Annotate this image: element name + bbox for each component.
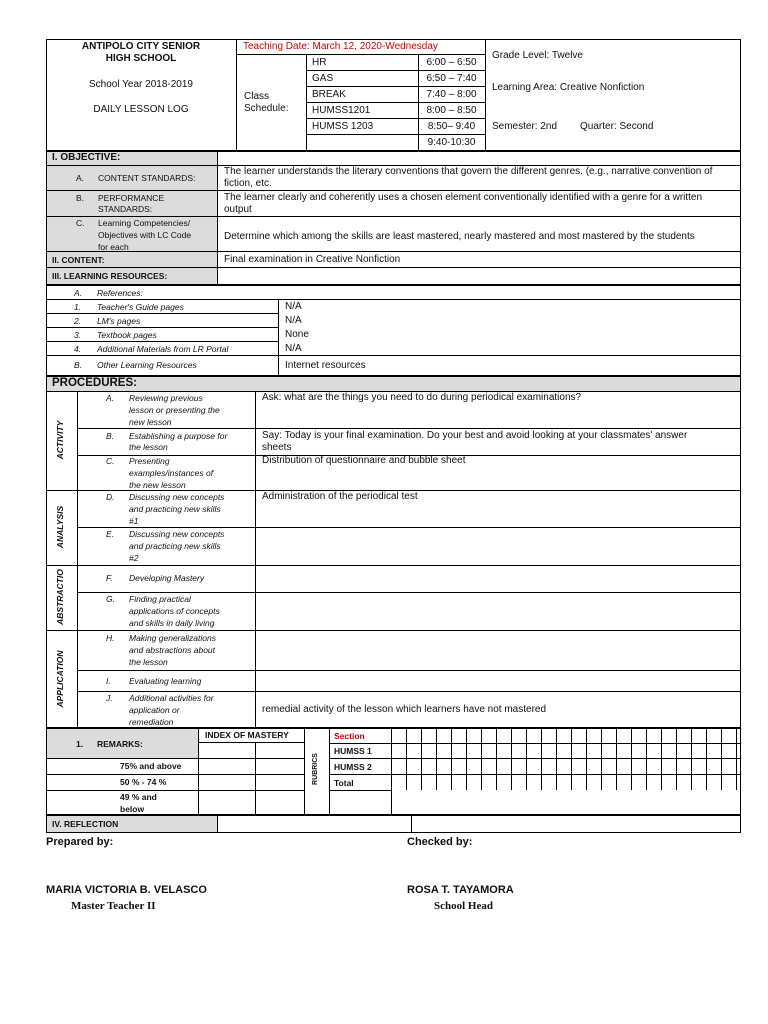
procedure-text-2: sheets (262, 442, 292, 453)
procedure-label: Establishing a purpose for (129, 431, 228, 441)
resource-value: N/A (285, 343, 302, 354)
procedure-label: Developing Mastery (129, 573, 205, 583)
grid-column-line (706, 728, 707, 790)
procedure-label: applications of concepts (129, 606, 220, 616)
competencies-label-3: for each (98, 242, 129, 252)
resource-value: N/A (285, 301, 302, 312)
schedule-time: 8:50– 9:40 (427, 121, 476, 132)
procedure-letter: F. (106, 573, 113, 583)
procedure-text: Ask: what are the things you need to do during periodical examinations? (262, 392, 582, 403)
resource-num: 2. (74, 316, 82, 326)
schedule-time: 6:50 – 7:40 (426, 73, 477, 84)
schedule-time: 7:40 – 8:00 (426, 89, 477, 100)
resources-heading: III. LEARNING RESOURCES: (52, 271, 168, 281)
school-year: School Year 2018-2019 (89, 79, 193, 90)
checker-name: ROSA T. TAYAMORA (407, 884, 514, 896)
procedure-letter: I. (106, 676, 111, 686)
resource-label: LM's pages (97, 316, 141, 326)
procedure-letter: C. (106, 456, 115, 466)
content-standards-label: CONTENT STANDARDS: (98, 173, 196, 183)
index-of-mastery-label: INDEX OF MASTERY (205, 730, 289, 740)
procedure-letter: D. (106, 492, 115, 502)
section-label: Section (334, 731, 365, 741)
competencies-text: Determine which among the skills are least mastered, nearly mastered and most mastered by the students (224, 231, 695, 242)
objective-heading: I. OBJECTIVE: (52, 152, 121, 163)
semester: Semester: 2nd (492, 121, 558, 132)
grid-column-line (631, 728, 632, 790)
resource-label: Additional Materials from LR Portal (97, 344, 229, 354)
procedure-label: Evaluating learning (129, 676, 202, 686)
grid-column-line (601, 728, 602, 790)
procedure-label: lesson or presenting the (129, 405, 220, 415)
grid-column-line (496, 728, 497, 790)
grade-level: Grade Level: Twelve (492, 50, 583, 61)
section-total: Total (334, 778, 354, 788)
grid-column-line (586, 728, 587, 790)
resource-num: A. (74, 288, 83, 298)
performance-standards-letter: B. (76, 193, 85, 203)
school-name: ANTIPOLO CITY SENIOR (81, 41, 201, 52)
grid-column-line (406, 728, 407, 790)
reflection-row (46, 815, 741, 833)
grid-column-line (736, 728, 737, 790)
procedure-label: new lesson (129, 417, 172, 427)
procedure-text: Distribution of questionnaire and bubble sheet (262, 455, 466, 466)
resource-label: Teacher's Guide pages (97, 302, 184, 312)
procedure-label: Reviewing previous (129, 393, 203, 403)
rubrics-label: RUBRICS (312, 753, 319, 785)
teaching-date: Teaching Date: March 12, 2020-Wednesday (243, 41, 438, 52)
grid-column-line (466, 728, 467, 790)
schedule-time: 6:00 – 6:50 (426, 57, 477, 68)
grid-column-line (721, 728, 722, 790)
procedures-heading: PROCEDURES: (52, 377, 137, 389)
phase-activity-label: ACTIVITY (55, 420, 65, 460)
procedure-label: application or (129, 705, 180, 715)
grid-column-line (541, 728, 542, 790)
log-title: DAILY LESSON LOG (93, 104, 189, 115)
section-name: HUMSS 2 (334, 762, 372, 772)
preparer-title: Master Teacher II (71, 900, 156, 912)
phase-analysis-label: ANALYSIS (55, 505, 65, 549)
procedure-label: Discussing new concepts (129, 529, 225, 539)
grid-column-line (571, 728, 572, 790)
procedure-text: remedial activity of the lesson which learners have not mastered (262, 704, 547, 715)
resource-value: N/A (285, 315, 302, 326)
schedule-subject: HUMSS 1203 (312, 121, 374, 132)
grid-column-line (421, 728, 422, 790)
content-standards-text-2: fiction, etc. (224, 178, 272, 189)
phase-application-label: APPLICATION (55, 650, 65, 708)
procedure-text: Say: Today is your final examination. Do your best and avoid looking at your classmates' answer (262, 430, 688, 441)
procedure-label: Making generalizations (129, 633, 216, 643)
checker-title: School Head (434, 900, 493, 912)
resource-value: Internet resources (285, 360, 366, 371)
mastery-level-2: below (120, 804, 145, 814)
class-schedule-label: Class (244, 91, 270, 102)
grid-column-line (616, 728, 617, 790)
grid-column-line (511, 728, 512, 790)
grid-column-line (436, 728, 437, 790)
schedule-time: 8:00 – 8:50 (426, 105, 477, 116)
procedure-letter: E. (106, 529, 115, 539)
content-heading: II. CONTENT: (52, 255, 105, 265)
procedure-label: and practicing new skills (129, 504, 221, 514)
grid-column-line (451, 728, 452, 790)
schedule-subject: HUMSS1201 (312, 105, 371, 116)
performance-standards-text-2: output (224, 204, 252, 215)
mastery-level: 50 % - 74 % (120, 777, 167, 787)
grid-column-line (526, 728, 527, 790)
competencies-label-2: Objectives with LC Code (98, 230, 192, 240)
procedure-label: the new lesson (129, 480, 186, 490)
grid-column-line (481, 728, 482, 790)
resource-label: Other Learning Resources (97, 360, 197, 370)
procedure-label: the lesson (129, 442, 168, 452)
procedure-letter: G. (106, 594, 115, 604)
grid-column-line (691, 728, 692, 790)
procedure-label: remediation (129, 717, 174, 727)
content-standards-text: The learner understands the literary conventions that govern the different genres. (e.g., narrative convention of (224, 166, 713, 177)
resource-num: 1. (74, 302, 82, 312)
preparer-name: MARIA VICTORIA B. VELASCO (46, 884, 207, 896)
class-schedule-label-2: Schedule: (244, 103, 289, 114)
performance-standards-label-2: STANDARDS: (98, 204, 153, 214)
section-name: HUMSS 1 (334, 746, 372, 756)
resource-label: Textbook pages (97, 330, 157, 340)
procedure-label: #1 (129, 516, 139, 526)
procedure-label: #2 (129, 553, 139, 563)
reflection-heading: IV. REFLECTION (52, 819, 119, 829)
resource-value: None (285, 329, 309, 340)
content-standards-letter: A. (76, 173, 85, 183)
resource-num: 3. (74, 330, 82, 340)
schedule-subject: HR (312, 57, 327, 68)
phase-abstraction-label: ABSTRACTIO (55, 569, 65, 625)
competencies-label: Learning Competencies/ (98, 218, 191, 228)
performance-standards-text: The learner clearly and coherently uses a chosen element conventionally identified with a genre for a written (224, 192, 703, 203)
quarter: Quarter: Second (580, 121, 654, 132)
grid-column-line (556, 728, 557, 790)
schedule-subject: BREAK (312, 89, 346, 100)
resource-num: 4. (74, 344, 82, 354)
remarks-number: 1. (76, 739, 84, 749)
remarks-heading: REMARKS: (97, 739, 143, 749)
prepared-by-label: Prepared by: (46, 836, 114, 848)
content-text: Final examination in Creative Nonfiction (224, 254, 401, 265)
schedule-time: 9:40-10:30 (427, 137, 476, 148)
procedure-letter: H. (106, 633, 115, 643)
mastery-level: 49 % and (120, 792, 157, 802)
resource-label: References: (97, 288, 143, 298)
procedure-text: Administration of the periodical test (262, 491, 418, 502)
checked-by-label: Checked by: (407, 836, 473, 848)
procedure-label: and practicing new skills (129, 541, 221, 551)
procedure-label: examples/instances of (129, 468, 214, 478)
procedure-label: Finding practical (129, 594, 191, 604)
learning-area: Learning Area: Creative Nonfiction (492, 82, 645, 93)
grid-column-line (661, 728, 662, 790)
grid-column-line (646, 728, 647, 790)
resource-num: B. (74, 360, 83, 370)
procedure-label: and abstractions about (129, 645, 216, 655)
mastery-level: 75% and above (120, 761, 182, 771)
procedure-letter: B. (106, 431, 115, 441)
school-name-line2: HIGH SCHOOL (105, 53, 177, 64)
procedure-label: Discussing new concepts (129, 492, 225, 502)
procedure-label: and skills in daily living (129, 618, 215, 628)
grid-column-line (676, 728, 677, 790)
procedure-label: Presenting (129, 456, 170, 466)
schedule-subject: GAS (312, 73, 334, 84)
procedure-label: the lesson (129, 657, 168, 667)
procedure-letter: A. (106, 393, 115, 403)
performance-standards-label: PERFORMANCE (98, 193, 165, 203)
procedure-label: Additional activities for (129, 693, 214, 703)
procedure-letter: J. (106, 693, 113, 703)
competencies-letter: C. (76, 218, 85, 228)
